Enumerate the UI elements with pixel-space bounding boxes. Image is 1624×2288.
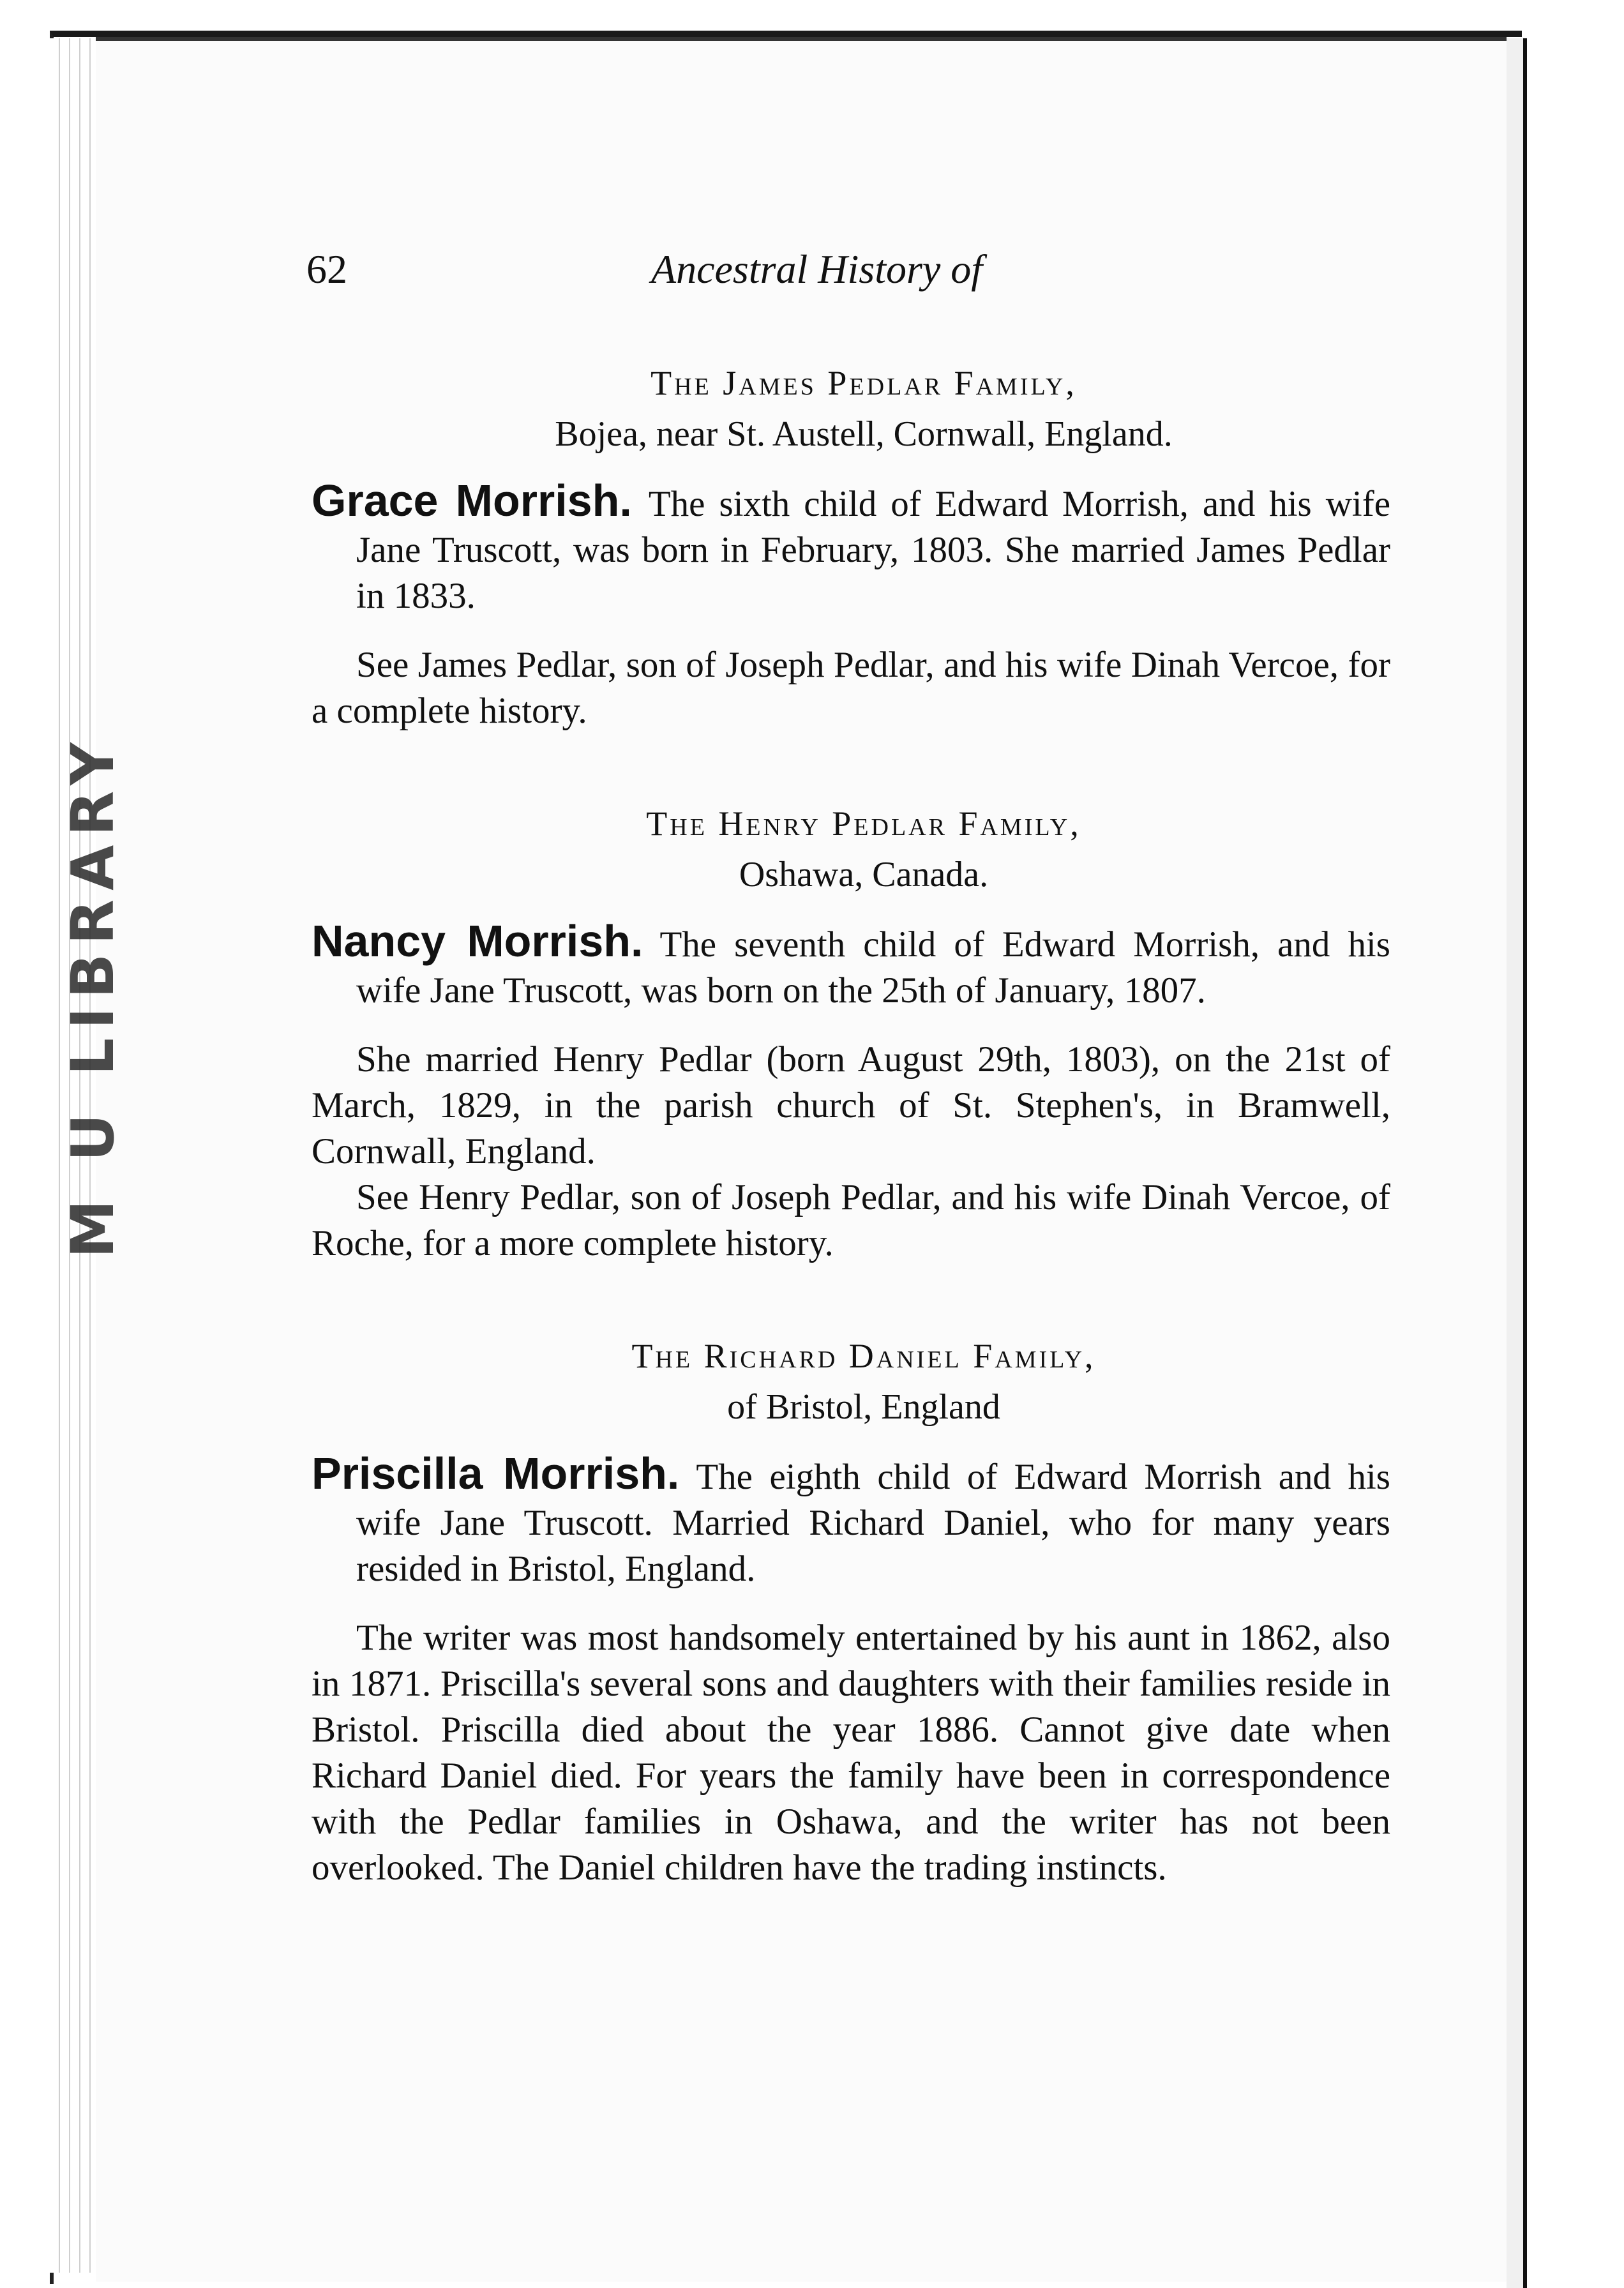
body-paragraph: See Henry Pedlar, son of Joseph Pedlar, and his wife Dinah Vercoe, of Roche, for a more complete history. [312,1177,1390,1263]
family-section-richard-daniel [312,1330,1390,1891]
entry-text: The eighth child of Edward Morrish and his wife Jane Truscott. Married Richard Daniel, who for many years resided in Bristol, England. [356,1457,1390,1589]
body-paragraph: She married Henry Pedlar (born August 29th, 1803), on the 21st of March, 1829, in the parish church of St. Stephen's, in Bramwell, Cornwall, England. [312,1039,1390,1171]
family-location: of Bristol, England [727,1387,1000,1427]
library-stamp: M U LIBRARY [59,734,127,1258]
right-gutter [1507,38,1523,2288]
entry-name: Nancy Morrish. [312,916,643,966]
family-section-james-pedlar [312,358,1390,734]
entry-paragraph [312,1450,1390,1592]
entry-text: The sixth child of Edward Morrish, and his wife Jane Truscott, was born in February, 1803. She married James Pedlar in 1833. [356,484,1391,616]
running-title: Ancestral History of [651,246,983,292]
family-heading: The Richard Daniel Family, [631,1337,1096,1375]
page-content [312,358,1390,1891]
family-section-henry-pedlar [312,798,1390,1267]
entry-name: Grace Morrish. [312,476,632,525]
entry-paragraph [312,918,1390,1014]
family-heading: The James Pedlar Family, [650,364,1077,402]
running-head [306,246,1385,303]
entry-name: Priscilla Morrish. [312,1449,680,1498]
family-heading: The Henry Pedlar Family, [646,804,1081,843]
body-paragraph: See James Pedlar, son of Joseph Pedlar, and his wife Dinah Vercoe, for a complete history. [312,645,1390,731]
page-number: 62 [306,246,347,292]
entry-paragraph [312,478,1390,619]
right-binding-edge [1523,38,1527,2288]
body-paragraph: The writer was most handsomely entertained by his aunt in 1862, also in 1871. Priscilla's several sons and daughters with their families reside in Bristol. Priscilla died about the year 1886. Cannot give date when Richard Daniel died. For years the family have been in correspondence with the Pedlar families in Oshawa, and the writer has not been overlooked. The Daniel children have the trading instincts. [312,1618,1390,1888]
entry-text: The seventh child of Edward Morrish, and his wife Jane Truscott, was born on the 25th of January, 1807. [356,924,1390,1011]
family-location: Bojea, near St. Austell, Cornwall, England. [555,414,1173,454]
family-location: Oshawa, Canada. [739,855,989,894]
